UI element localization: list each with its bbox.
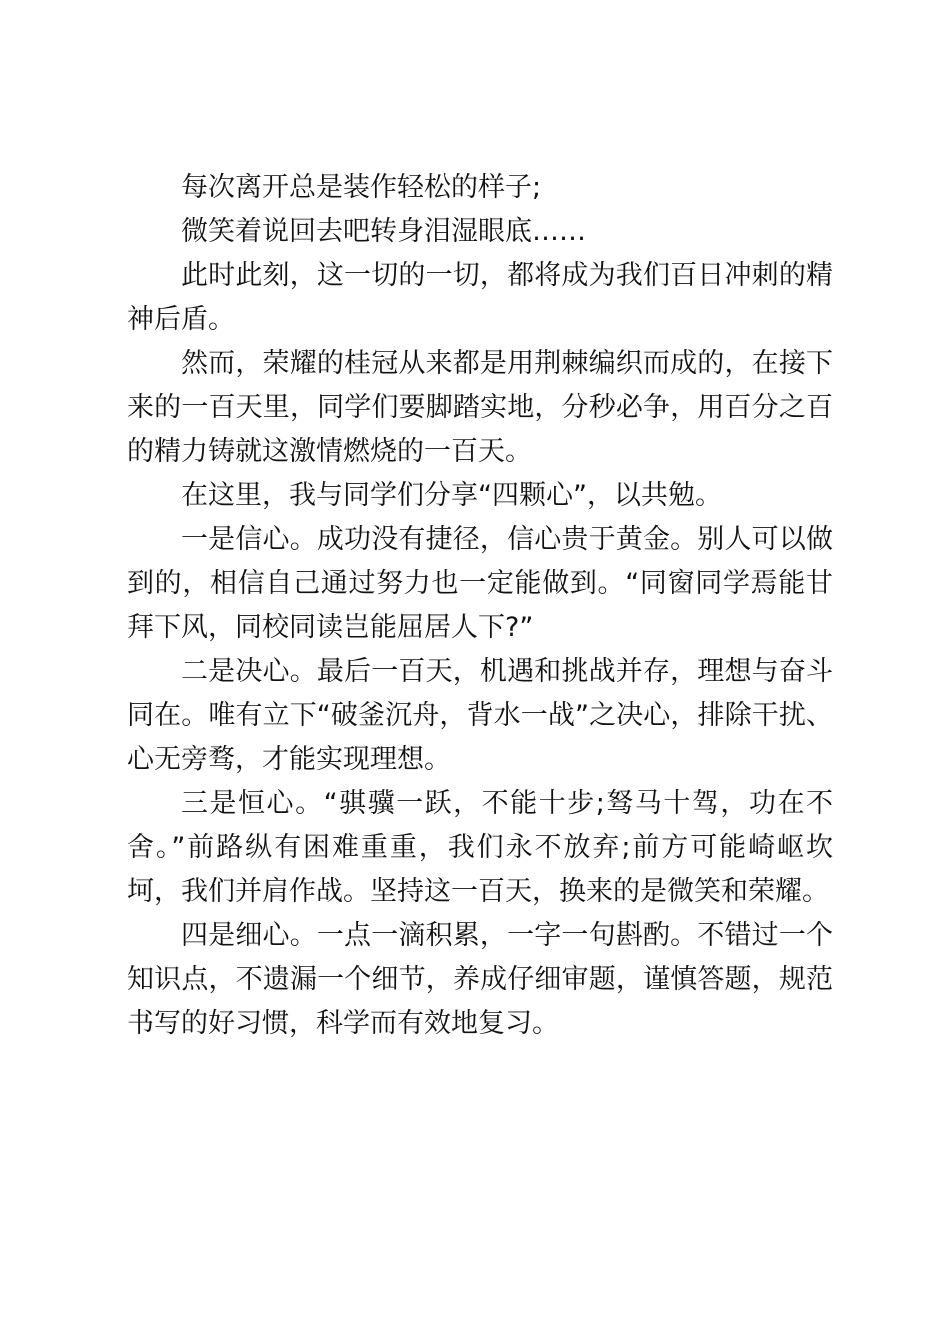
document-body	[127, 166, 833, 1046]
paragraph: 四是细心。一点一滴积累，一字一句斟酌。不错过一个知识点，不遗漏一个细节，养成仔细审题，谨慎答题，规范书写的好习惯，科学而有效地复习。	[127, 920, 833, 1039]
paragraph: 三是恒心。“骐骥一跃，不能十步;驽马十驾，功在不舍。”前路纵有困难重重，我们永不放弃;前方可能崎岖坎坷，我们并肩作战。坚持这一百天，换来的是微笑和荣耀。	[127, 788, 833, 907]
paragraph: 微笑着说回去吧转身泪湿眼底……	[181, 216, 586, 247]
paragraph: 然而，荣耀的桂冠从来都是用荆棘编织而成的，在接下来的一百天里，同学们要脚踏实地，分秒必争，用百分之百的精力铸就这激情燃烧的一百天。	[127, 348, 833, 467]
paragraph: 此时此刻，这一切的一切，都将成为我们百日冲刺的精神后盾。	[127, 260, 833, 335]
paragraph: 一是信心。成功没有捷径，信心贵于黄金。别人可以做到的，相信自己通过努力也一定能做到。“同窗同学焉能甘拜下风，同校同读岂能屈居人下?”	[127, 524, 833, 643]
paragraph: 二是决心。最后一百天，机遇和挑战并存，理想与奋斗同在。唯有立下“破釜沉舟，背水一战”之决心，排除干扰、心无旁骛，才能实现理想。	[127, 656, 833, 775]
paragraph: 每次离开总是装作轻松的样子;	[181, 172, 542, 203]
paragraph: 在这里，我与同学们分享“四颗心”，以共勉。	[181, 480, 722, 511]
